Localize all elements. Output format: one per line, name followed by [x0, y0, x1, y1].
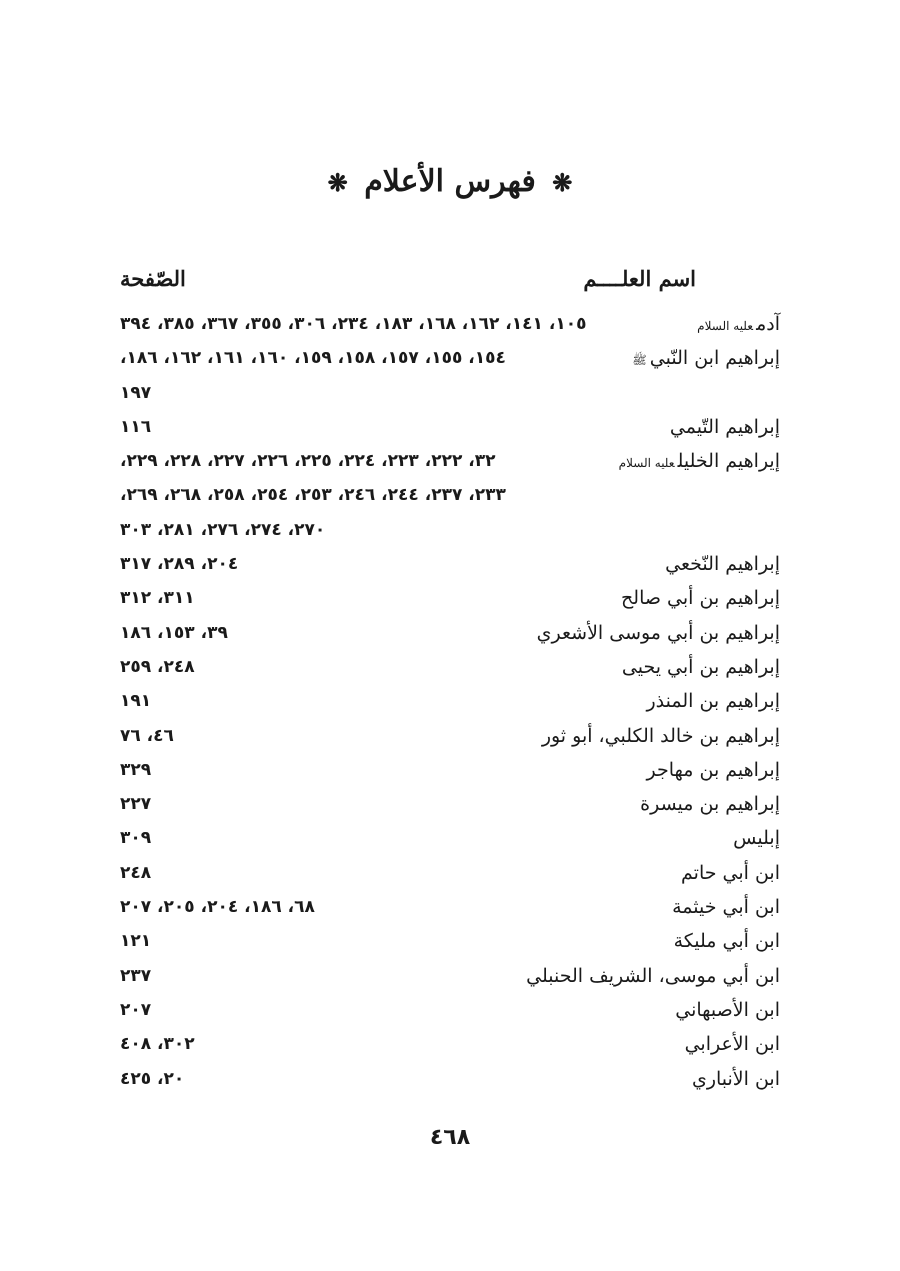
index-entry: [110, 890, 780, 924]
entry-pages: ٣٢٩: [120, 759, 152, 780]
index-entry: [110, 581, 780, 615]
entry-pages: ٣٠٩: [120, 828, 152, 849]
index-entry: [110, 650, 780, 684]
entry-pages: ٢٤٨، ٢٥٩: [120, 656, 195, 677]
entry-name-text: إبراهيم بن أبي صالح: [621, 587, 780, 610]
entry-name: [777, 513, 780, 549]
entry-name-text: ابن الأصبهاني: [675, 998, 780, 1021]
index-entry: [110, 478, 780, 512]
entry-pages: ١٠٥، ١٤١، ١٦٢، ١٦٨، ١٨٣، ٢٣٤، ٣٠٦، ٣٥٥، ٣٦٧، ٣٨٥، ٣٩٤: [120, 314, 587, 334]
page-title: [0, 160, 900, 205]
honorific-mark: عليه السلام: [618, 456, 675, 471]
entry-name-text: آدم: [756, 313, 780, 335]
entry-name: [672, 993, 780, 1029]
entry-pages: ١٥٤، ١٥٥، ١٥٧، ١٥٨، ١٥٩، ١٦٠، ١٦١، ١٦٢، ١٨٦،: [120, 348, 506, 369]
page-column-header: الصّفحة: [120, 266, 186, 291]
entry-name: [682, 1027, 780, 1063]
entry-name: [777, 376, 780, 412]
entry-name: [619, 444, 780, 480]
entry-name-text: إبليس: [733, 827, 780, 850]
entry-pages: ٢٢٧: [120, 794, 152, 815]
entry-name-text: إبراهيم بن مهاجر: [646, 758, 780, 781]
entry-pages: ٣٠٢، ٤٠٨: [120, 1034, 195, 1055]
index-entry: [110, 787, 780, 821]
entry-name-text: ابن الأعرابي: [684, 1033, 780, 1056]
entry-name: [671, 924, 780, 960]
entry-name: [632, 341, 780, 377]
entry-pages: ٢٠، ٤٢٥: [120, 1068, 185, 1089]
entry-pages: ٢٤٨: [120, 862, 152, 883]
entry-name: [730, 821, 780, 857]
index-entry: [110, 410, 780, 444]
name-column-header: اسم العلــــم: [583, 266, 696, 291]
entry-name: [667, 410, 780, 446]
entry-name: [534, 616, 780, 652]
index-entry: [110, 307, 780, 341]
entry-name-text: إبراهيم بن ميسرة: [640, 793, 780, 816]
index-entry: [110, 924, 780, 958]
ornament-star-icon: ❋: [552, 168, 573, 197]
entry-name-text: إبراهيم بن خالد الكلبي، أبو ثور: [541, 724, 780, 747]
entry-name-text: إبراهيم بن أبي يحيى: [621, 655, 780, 678]
entry-pages: ٣١١، ٣١٢: [120, 588, 195, 609]
index-entry: [110, 959, 780, 993]
entry-pages: ٢٧٠، ٢٧٤، ٢٧٦، ٢٨١، ٣٠٣: [120, 519, 326, 540]
entry-pages: ١٩٧: [120, 382, 152, 403]
entry-name-text: إبراهيم ابن النّبي: [649, 347, 780, 370]
index-entry: [110, 684, 780, 718]
entry-name-text: ابن أبي خيثمة: [672, 896, 780, 919]
entry-pages: ٤٦، ٧٦: [120, 725, 174, 746]
entry-pages: ١٩١: [120, 691, 152, 712]
entry-name: [678, 856, 780, 892]
entry-name-text: ابن أبي موسى، الشريف الحنبلي: [526, 964, 780, 987]
entry-name: [662, 547, 780, 583]
entry-pages: ٢٣٣، ٢٣٧، ٢٤٤، ٢٤٦، ٢٥٣، ٢٥٤، ٢٥٨، ٢٦٨، ٢٦٩،: [120, 485, 506, 506]
honorific-mark: عليه السلام: [697, 319, 754, 333]
index-entry: [110, 513, 780, 547]
index-entry: [110, 856, 780, 890]
ornament-star-icon: ❋: [327, 168, 348, 197]
index-entry: [110, 1062, 780, 1096]
entry-name: [644, 684, 781, 720]
page-number: ٤٦٨: [429, 1125, 471, 1150]
entry-name-text: ابن الأنباري: [691, 1067, 780, 1090]
index-entry: [110, 616, 780, 650]
entry-name: [697, 307, 780, 343]
index-entry: [110, 753, 780, 787]
entry-pages: ٣٩، ١٥٣، ١٨٦: [120, 622, 228, 643]
entry-name-text: إبراهيم التّيمي: [669, 415, 780, 438]
index-entry: [110, 821, 780, 855]
entry-name: [669, 890, 780, 926]
entry-name-text: ابن أبي مليكة: [673, 930, 780, 953]
entry-name: [637, 787, 780, 823]
entry-name-text: ابن أبي حاتم: [681, 861, 780, 884]
entry-name: [523, 959, 780, 995]
page-title-text: فهرس الأعلام: [364, 164, 536, 199]
entry-pages: ٢٣٧: [120, 965, 152, 986]
entry-pages: ٣٢، ٢٢٢، ٢٢٣، ٢٢٤، ٢٢٥، ٢٢٦، ٢٢٧، ٢٢٨، ٢٢٩،: [120, 451, 496, 472]
index-entry: [110, 341, 780, 375]
index-list: [110, 307, 780, 1096]
entry-name: [643, 753, 780, 789]
honorific-mark: ﷺ: [632, 353, 647, 368]
entry-name: [618, 581, 780, 617]
entry-pages: ٢٠٤، ٢٨٩، ٣١٧: [120, 554, 239, 575]
entry-name: [539, 719, 780, 755]
entry-name-text: إبراهيم بن المنذر: [646, 690, 780, 713]
entry-pages: ١١٦: [120, 416, 152, 437]
entry-name: [777, 478, 780, 514]
index-entry: [110, 444, 780, 478]
entry-pages: ٦٨، ١٨٦، ٢٠٤، ٢٠٥، ٢٠٧: [120, 897, 315, 918]
index-header: [110, 262, 780, 296]
entry-name-text: إبراهيم بن أبي موسى الأشعري: [536, 621, 780, 644]
entry-name: [689, 1062, 780, 1098]
index-entry: [110, 719, 780, 753]
index-entry: [110, 993, 780, 1027]
entry-name-text: إبراهيم النّخعي: [665, 553, 780, 576]
entry-pages: ١٢١: [120, 931, 152, 952]
entry-name-text: إيراهيم الخليل: [677, 450, 780, 473]
entry-name: [619, 650, 780, 686]
index-entry: [110, 376, 780, 410]
index-entry: [110, 1027, 780, 1061]
index-entry: [110, 547, 780, 581]
entry-pages: ٢٠٧: [120, 999, 152, 1020]
